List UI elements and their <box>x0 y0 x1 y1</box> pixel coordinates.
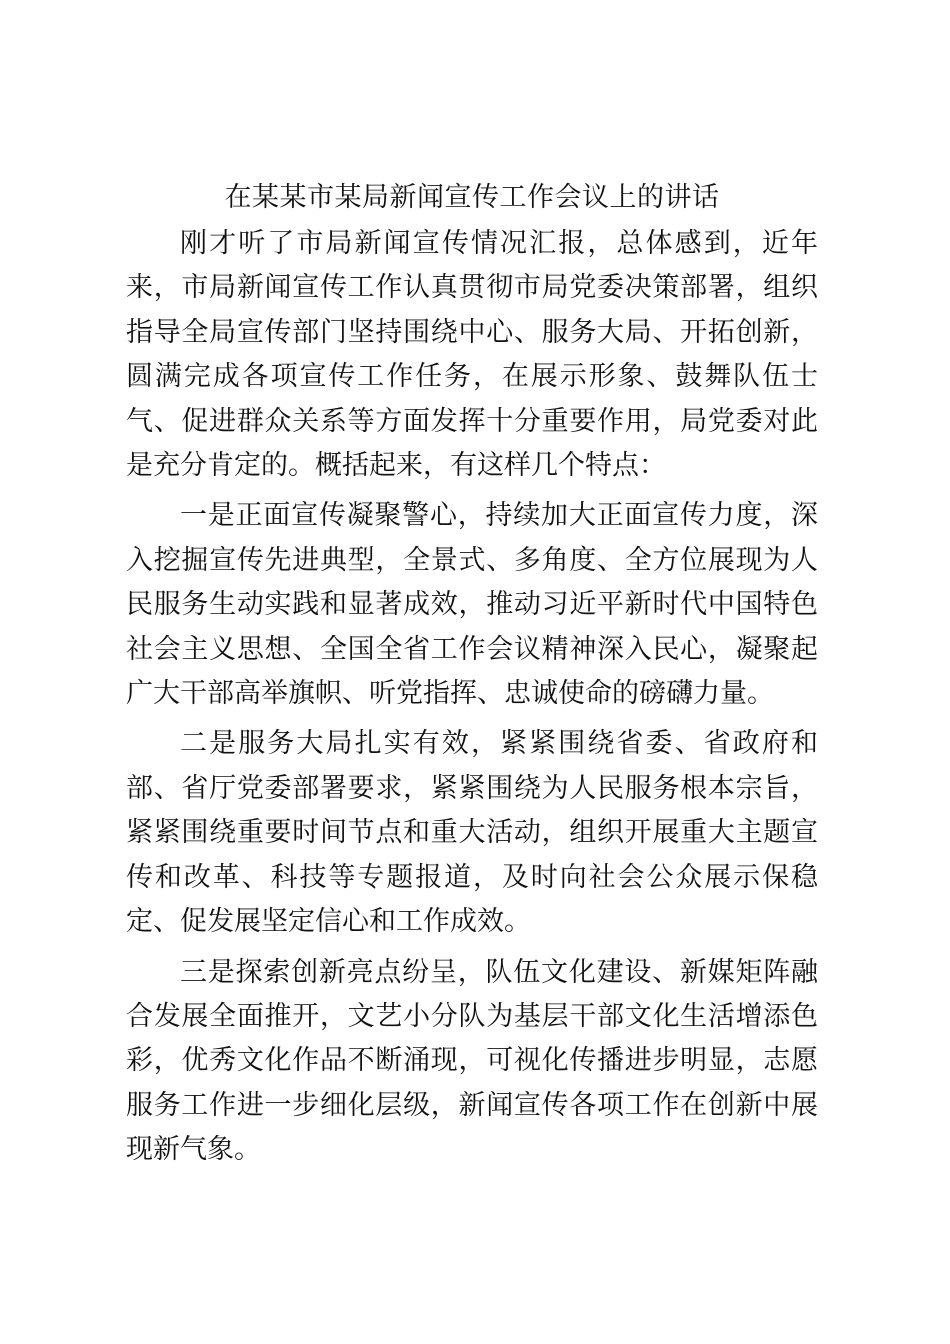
document-title: 在某某市某局新闻宣传工作会议上的讲话 <box>224 182 720 213</box>
paragraph-point-two: 二是服务大局扎实有效，紧紧围绕省委、省政府和部、省厅党委部署要求，紧紧围绕为人民服务根本宗旨，紧紧围绕重要时间节点和重大活动，组织开展重大主题宣传和改革、科技等专题报道，及时向社会公众展示保稳定、促发展坚定信心和工作成效。 <box>126 728 818 938</box>
document-body <box>126 222 818 1179</box>
paragraph-point-three: 三是探索创新亮点纷呈，队伍文化建设、新媒矩阵融合发展全面推开，文艺小分队为基层干部文化生活增添色彩，优秀文化作品不断涌现，可视化传播进步明显，志愿服务工作进一步细化层级，新闻宣传各项工作在创新中展现新气象。 <box>126 956 818 1166</box>
paragraph-intro: 刚才听了市局新闻宣传情况汇报，总体感到，近年来，市局新闻宣传工作认真贯彻市局党委决策部署，组织指导全局宣传部门坚持围绕中心、服务大局、开拓创新，圆满完成各项宣传工作任务，在展示形象、鼓舞队伍士气、促进群众关系等方面发挥十分重要作用，局党委对此是充分肯定的。概括起来，有这样几个特点： <box>126 228 818 482</box>
paragraph-point-one: 一是正面宣传凝聚警心，持续加大正面宣传力度，深入挖掘宣传先进典型，全景式、多角度、全方位展现为人民服务生动实践和显著成效，推动习近平新时代中国特色社会主义思想、全国全省工作会议精神深入民心，凝聚起广大干部高举旗帜、听党指挥、忠诚使命的磅礴力量。 <box>126 500 818 710</box>
